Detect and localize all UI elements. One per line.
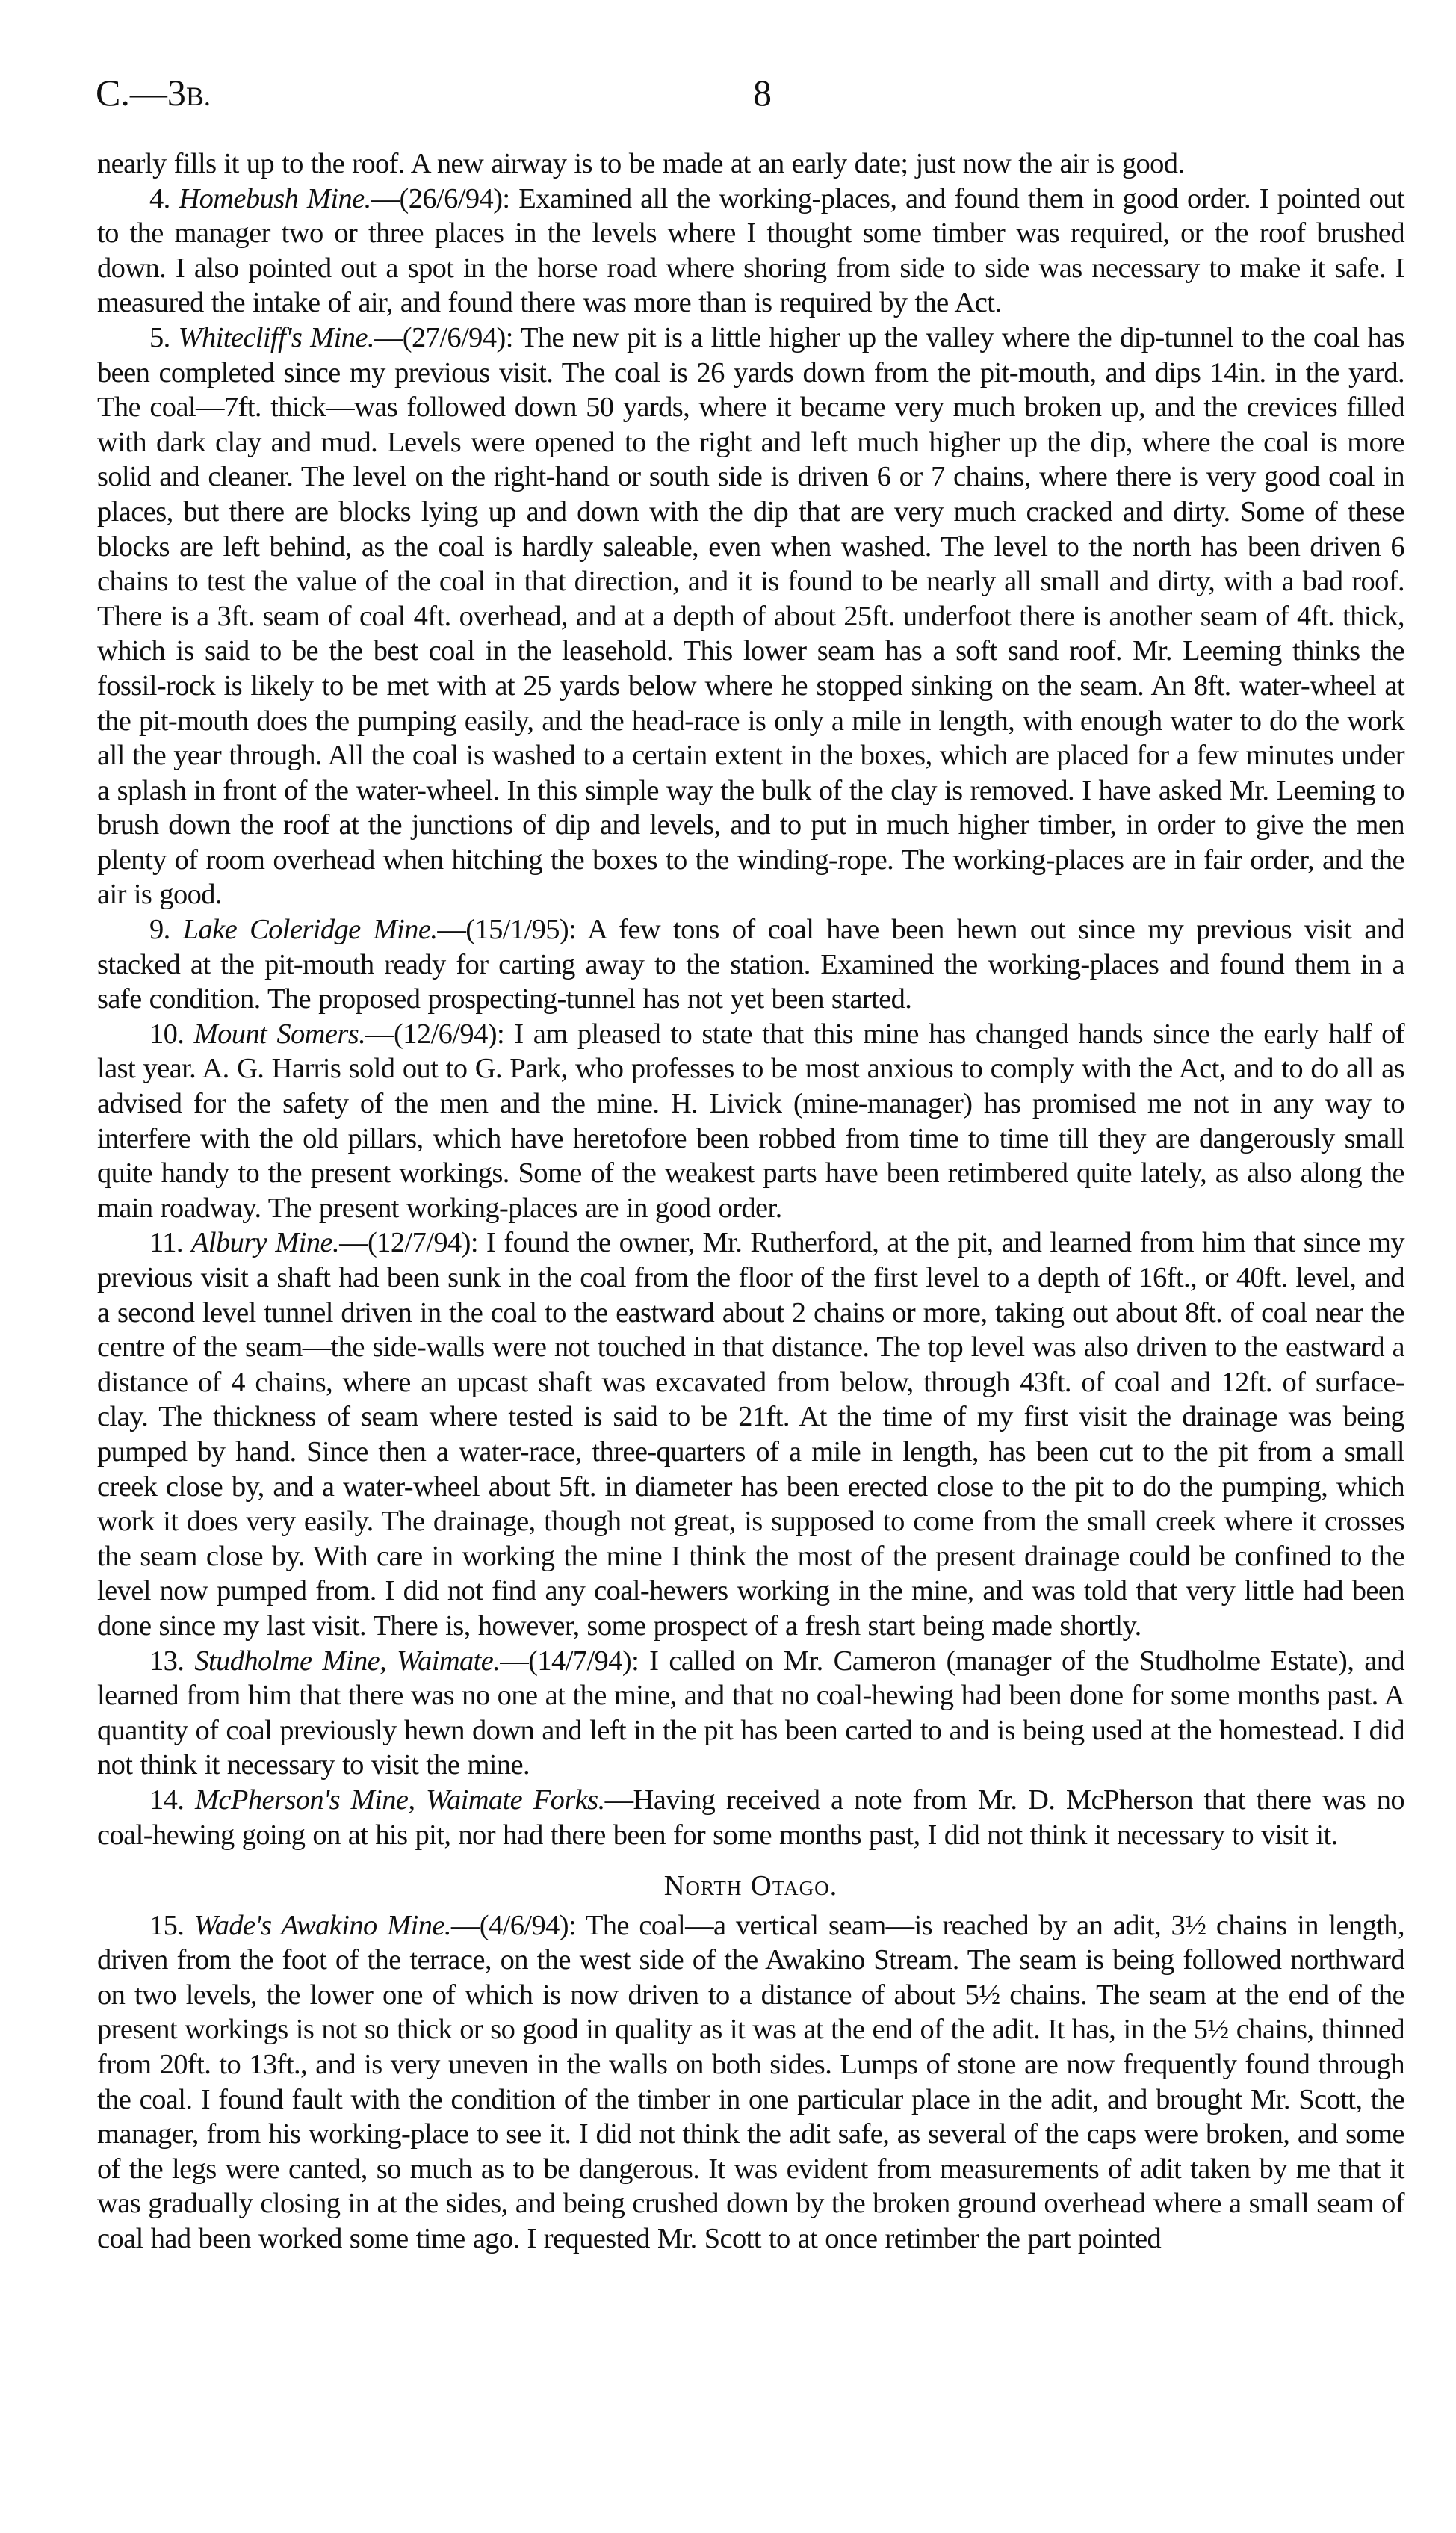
paragraph-lake-coleridge-mine [97,912,1404,1017]
paragraph-number: 15. [149,1909,194,1941]
paragraph-body: —(12/6/94): I am pleased to state that this mine has changed hands since the early half of last year. A. G. Harris sold out to G. Park, who professes to be most anxious to comply with the Act, and to do all as advised for the safety of the men and the mine. H. Livick (mine-manager) has promised me not in any way to interfere with the old pillars, which have heretofore been robbed from time to time till they are dangerously small quite handy to the present workings. Some of the weakest parts have been retimbered quite lately, as also along the main roadway. The present working-places are in good order. [97,1018,1404,1224]
paragraph-body: —(14/7/94): I called on Mr. Cameron (manager of the Studholme Estate), and learned from him that there was no one at the mine, and that no coal-hewing had been done for some months past. A quantity of coal previously hewn down and left in the pit has been carted to and is being used at the homestead. I did not think it necessary to visit the mine. [97,1645,1405,1781]
paragraph-body: —(26/6/94): Examined all the working-places, and found them in good order. I pointed out to the manager two or three places in the levels where I thought some timber was required, or the roof brushed down. I also pointed out a spot in the horse road where shoring from side to side was necessary to make it safe. I measured the intake of air, and found there was more than is required by the Act. [97,182,1404,319]
paragraph-continuation [97,146,1404,182]
paragraph-wades-awakino-mine [97,1908,1404,2257]
paragraph-body: —(15/1/95): A few tons of coal have been hewn out since my previous visit and stacked at the pit-mouth ready for carting away to the station. Examined the working-places and found them in a safe condition. The proposed prospecting-tunnel has not yet been started. [97,914,1405,1015]
paragraph-number: 13. [149,1645,195,1677]
paragraph-body: —(4/6/94): The coal—a vertical seam—is reached by an adit, 3½ chains in length, driven from the foot of the terrace, on the west side of the Awakino Stream. The seam is being followed northward on two levels, the lower one of which is now driven to a distance of about 5½ chains. The seam at the end of the present workings is not so thick or so good in quality as it was at the end of the adit. It has, in the 5½ chains, thinned from 20ft. to 13ft., and is very uneven in the walls on both sides. Lumps of stone are now frequently found through the coal. I found fault with the condition of the timber in one particular place in the adit, and brought Mr. Scott, the manager, from his working-place to see it. I did not think the adit safe, as several of the caps were broken, and some of the legs were canted, so much as to be dangerous. It was evident from measurements of adit taken by me that it was gradually closing in at the sides, and being crushed down by the broken ground overhead where a small seam of coal had been worked some time ago. I requested Mr. Scott to at once retimber the part pointed [97,1909,1404,2255]
paragraph-number: 4. [149,182,179,214]
section-heading: North Otago. [663,1870,838,1902]
paragraph-body: nearly fills it up to the roof. A new airway is to be made at an early date; just now the air is good. [97,148,1185,179]
document-code [96,71,211,114]
paragraph-title: McPherson's Mine, Waimate Forks. [194,1784,605,1816]
paragraph-number: 9. [149,914,183,946]
paragraph-body: —(27/6/94): The new pit is a little higher up the valley where the dip-tunnel to the coal has been completed since my previous visit. The coal is 26 yards down from the pit-mouth, and dips 14in. in the yard. The coal—7ft. thick—was followed down 50 yards, where it became very much broken up, and the crevices filled with dark clay and mud. Levels were opened to the right and left much higher up the dip, where the coal is more solid and cleaner. The level on the right-hand or south side is driven 6 or 7 chains, where there is very good coal in places, but there are blocks lying up and down with the dip that are very much cracked and dirty. Some of these blocks are left behind, as the coal is hardly saleable, even when washed. The level to the north has been driven 6 chains to test the value of the coal in that direction, and it is found to be nearly all small and dirty, with a bad roof. There is a 3ft. seam of coal 4ft. overhead, and at a depth of about 25ft. underfoot there is another seam of 4ft. thick, which is said to be the best coal in the leasehold. This lower seam has a soft sand roof. Mr. Leeming thinks the fossil-rock is likely to be met with at 25 yards below where he stopped sinking on the seam. An 8ft. water-wheel at the pit-mouth does the pumping easily, and the head-race is only a mile in length, with enough water to do the work all the year through. All the coal is washed to a certain extent in the boxes, which are placed for a few minutes under a splash in front of the water-wheel. In this simple way the bulk of the clay is removed. I have asked Mr. Leeming to brush down the roof at the junctions of dip and levels, and to put in much higher timber, in order to give the men plenty of room overhead when hitching the boxes to the winding-rope. The working-places are in fair order, and the air is good. [97,321,1405,911]
paragraph-mount-somers [97,1017,1404,1226]
document-code-suffix: B. [185,81,211,111]
document-body [97,146,1404,2257]
paragraph-mcphersons-mine [97,1783,1404,1852]
paragraph-whitecliffs-mine [97,321,1404,912]
paragraph-title: Homebush Mine. [179,182,371,214]
paragraph-title: Studholme Mine, Waimate. [194,1645,501,1677]
paragraph-number: 14. [149,1784,195,1816]
paragraph-number: 11. [149,1227,192,1259]
paragraph-body: —Having received a note from Mr. D. McPherson that there was no coal-hewing going on at his pit, nor had there been for some months past, I did not think it necessary to visit it. [97,1784,1405,1851]
paragraph-number: 10. [149,1018,194,1050]
paragraph-body: —(12/7/94): I found the owner, Mr. Rutherford, at the pit, and learned from him that since my previous visit a shaft had been sunk in the coal from the floor of the first level to a depth of 16ft., or 40ft. level, and a second level tunnel driven in the coal to the eastward about 2 chains or more, taking out about 8ft. of coal near the centre of the seam—the side-walls were not touched in that distance. The top level was also driven to the eastward a distance of 4 chains, where an upcast shaft was excavated from below, through 43ft. of coal and 12ft. of surface-clay. The thickness of seam where tested is said to be 21ft. At the time of my first visit the drainage was being pumped by hand. Since then a water-race, three-quarters of a mile in length, has been cut to the pit from a small creek close by, and a water-wheel about 5ft. in diameter has been erected close to the pit to do the pumping, which work it does very easily. The drainage, though not great, is supposed to come from the small creek where it crosses the seam close by. With care in working the mine I think the most of the present drainage could be confined to the level now pumped from. I did not find any coal-hewers working in the mine, and was told that very little had been done since my last visit. There is, however, some prospect of a fresh start being made shortly. [97,1227,1405,1642]
paragraph-title: Wade's Awakino Mine. [193,1909,451,1941]
paragraph-number: 5. [149,321,179,353]
page-header [96,71,1403,116]
paragraph-studholme-mine [97,1644,1404,1783]
paragraph-homebush-mine [97,182,1404,321]
paragraph-title: Albury Mine. [191,1227,340,1259]
paragraph-title: Lake Coleridge Mine. [182,914,438,946]
paragraph-title: Mount Somers. [193,1018,366,1050]
paragraph-albury-mine [97,1225,1404,1643]
document-code-main: C.—3 [96,72,186,114]
paragraph-title: Whitecliff's Mine. [178,321,374,353]
page-number: 8 [753,72,772,114]
